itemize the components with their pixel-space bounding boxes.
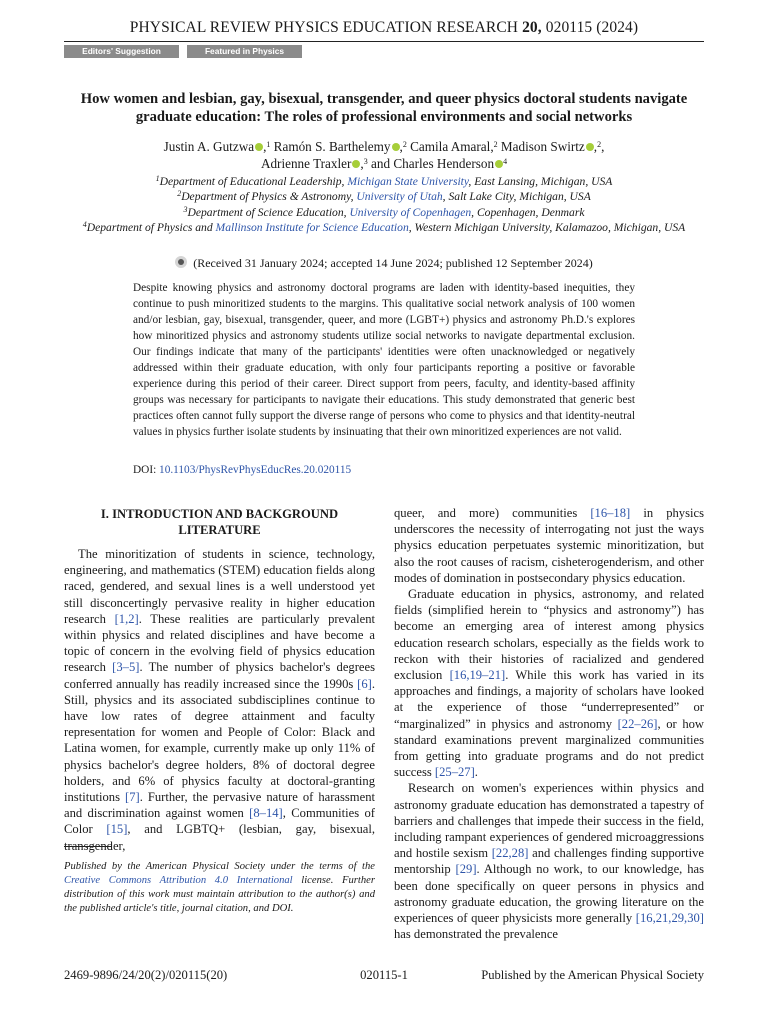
body-text: . [474,765,478,780]
citation-link[interactable]: [16–18] [590,506,631,520]
body-paragraph [64,546,375,854]
author-name[interactable]: Justin A. Gutzwa [163,139,255,154]
author-name[interactable]: Ramón S. Barthelemy [273,139,391,154]
footnote-pre: Published by the American Physical Society under the terms of the [64,861,375,872]
affiliation-department: Department of Science Education, [187,205,350,219]
journal-volume: 20, [522,19,542,36]
author-affiliation-number: 2 [493,140,498,149]
affiliation-location: , Salt Lake City, Michigan, USA [442,190,591,204]
orcid-icon[interactable] [352,160,360,168]
citation-link[interactable]: [7] [125,790,140,805]
body-text: in physics underscores the necessity of interrogating not just the ways physics education perpetuates systemic minoritization, but also the root causes of racism, cisheterogenderism, and other modes of domination in postsecondary physics education. [394,506,704,585]
body-text: . Although no work, to our knowledge, has been done specifically on queer persons in physics and astronomy graduate education, the growing literature on the experiences of queer physicists more generally [394,862,704,926]
affiliation-institution-link[interactable]: University of Copenhagen [349,205,472,219]
body-text: The minoritization of students in science, technology, engineering, and mathematics (STEM) education fields along raced, gendered, and sexual lines is a well understood yet still disconcertingly pervasive reality in higher education research [64,547,375,626]
affiliation-department: Department of Physics & Astronomy, [181,190,357,204]
affiliation-number: 1 [155,174,160,183]
doi-line [133,464,351,476]
abstract: Despite knowing physics and astronomy doctoral programs are laden with identity-based inequities, they continue to push minoritized students to the margins. This qualitative social network analysis of 100 women and/or lesbian, gay, bisexual, transgender, queer, and more (LGBT+) physics and astronomy Ph.D.'s explores how minoritized physics and astronomy students utilize social networks to navigate departmental exclusion. Our findings indicate that many of the participants' identities were often unacknowledged or negatively addressed within their graduate education, with only four participants reporting a positive or favorable experience during this period of their career. Direct support from peers, faculty, and identity-based affinity groups was necessary for participants to navigate their educations. This study demonstrated that generic best practices often cannot fully support the diverse range of persons who come to physics and that identity-neutral values in physics further isolate students by insinuating that their own minoritized experiences are not valid. [133,282,635,438]
affiliation-department: Department of Physics and [86,221,216,235]
citation-link[interactable]: [25–27] [434,765,475,780]
affiliation-line [64,220,704,235]
author-list: Justin A. Gutzwa ,$^1$ Ramón S. Barthelemy ,$^2$ Camila Amaral,$^2$ Madison Swirtz ,$^2$, Adrienne Traxler ,$^3$ and Charles Henderson $^4$ [163,139,605,171]
affiliation-institution-link[interactable]: University of Utah [356,190,443,204]
citation-link[interactable]: [22,28] [491,846,529,861]
body-text: has demonstrated the prevalence [394,927,558,942]
author-affiliation-number: 1 [266,140,271,149]
author-affiliation-number: 2 [402,140,407,149]
journal-name: PHYSICAL REVIEW PHYSICS EDUCATION RESEARCH [129,19,519,36]
body-paragraph [394,780,704,942]
citation-link[interactable]: [16,19–21] [449,668,506,683]
affiliation-department: Department of Educational Leadership, [159,175,348,188]
doi-link[interactable]: 10.1103/PhysRevPhysEducRes.20.020115 [159,464,352,476]
affiliation-location: , Copenhagen, Denmark [471,205,585,219]
affiliation-number: 3 [183,204,188,214]
citation-link[interactable]: [22–26] [617,716,658,731]
featured-in-physics-badge[interactable]: Featured in Physics [187,45,302,58]
affiliation-institution-link[interactable]: Michigan State University [347,175,469,188]
affiliation-number: 4 [82,220,87,230]
received-text: (Received 31 January 2024; accepted 14 June 2024; published 12 September 2024) [193,256,593,270]
left-column [64,546,375,854]
body-text: . These realities are particularly prevalent within physics and related disciplines and have become a topic of concern in the evolving field of physics education research [64,611,375,675]
affiliation-line [64,189,704,204]
editors-suggestion-badge[interactable]: Editors' Suggestion [64,45,179,58]
body-text: . The number of physics bachelor's degrees conferred annually has readily increased since the 1990s [64,660,375,691]
footnote-rule [64,846,112,847]
section-heading: I. INTRODUCTION AND BACKGROUND LITERATURE [100,507,339,538]
doi-label: DOI: [133,464,157,476]
body-paragraph [394,586,704,780]
affiliations [64,174,704,236]
orcid-icon[interactable] [495,160,503,168]
body-text: Graduate education in physics, astronomy, and related fields (simplified herein to “physics and astronomy”) has become an emerging area of interest among physics education research scholars, especially as the fields work to reckon with their histories of racialized and gendered exclusion [394,587,704,683]
orcid-icon[interactable] [392,143,400,151]
license-footnote [64,860,375,916]
citation-link[interactable]: [29] [455,862,477,877]
author-name[interactable]: Charles Henderson [393,156,495,171]
body-text: , and LGBTQ+ (lesbian, gay, bisexual, transgender, [64,822,375,853]
footer-page-number: 020115-1 [360,968,408,982]
author-conjunction: and [371,156,391,171]
affiliation-line [64,205,704,220]
orcid-icon[interactable] [586,143,594,151]
body-text: , Communities of Color [64,806,375,837]
journal-header [0,19,768,37]
footer-publisher: Published by the American Physical Society [481,968,704,982]
citation-link[interactable]: [1,2] [114,611,139,626]
received-dates [64,256,704,271]
citation-link[interactable]: [8–14] [249,806,283,821]
cc-license-link[interactable]: Creative Commons Attribution 4.0 International [64,875,293,886]
citation-link[interactable]: [3–5] [112,660,140,675]
body-text: queer, and more) communities [394,506,591,520]
body-text: , or how standard examinations prevent marginalized communities from getting into graduate programs and do not predict success [394,716,705,780]
right-column [394,505,704,942]
author-name[interactable]: Adrienne Traxler [260,156,352,171]
body-text: . Further, the pervasive nature of harassment and discrimination against women [64,790,375,821]
citation-link[interactable]: [15] [106,822,128,837]
body-text: and challenges finding supportive mentorship [394,846,704,877]
header-rule [64,41,704,42]
affiliation-number: 2 [177,189,182,199]
author-name[interactable]: Camila Amaral [410,139,491,154]
body-paragraph [394,505,704,586]
affiliation-institution-link[interactable]: Mallinson Institute for Science Education [215,221,409,235]
citation-link[interactable]: [16,21,29,30] [635,911,704,926]
body-text: . Still, physics and its associated subdisciplines continue to have low rates of degree attainment and faculty representation for women and People of Color: Black and Latina women, for example, currently make up only 11% of physics bachelor's degree holders, 8% of doctoral degree holders, and 6% of physics faculty at doctoral-granting institutions [64,676,375,805]
journal-citation: 020115 (2024) [545,19,639,36]
body-text: Research on women's experiences within physics and astronomy graduate education has demonstrated a tapestry of barriers and challenges that impede their success in the field, including rampant experiences of gendered microaggressions and hostile sexism [394,781,704,861]
check-for-updates-icon[interactable] [175,256,187,268]
article-title: How women and lesbian, gay, bisexual, transgender, and queer physics doctoral students navigate graduate education: The roles of professional environments and social networks [80,91,688,125]
author-name[interactable]: Madison Swirtz [500,139,585,154]
affiliation-line [64,174,704,189]
author-affiliation-number: 2 [597,140,602,149]
footer-issn: 2469-9896/24/20(2)/020115(20) [64,968,228,982]
footnote-post: license. Further distribution of this work must maintain attribution to the author(s) and the published article's title, journal citation, and DOI. [64,875,375,914]
body-text: . While this work has varied in its approaches and findings, a majority of scholars have looked at the experience of those “underrepresented” or “marginalized” in physics and astronomy [394,668,704,731]
affiliation-location: , Western Michigan University, Kalamazoo, Michigan, USA [408,221,686,235]
author-affiliation-number: 3 [363,157,368,166]
affiliation-location: , East Lansing, Michigan, USA [468,175,613,188]
citation-link[interactable]: [6] [357,676,372,691]
author-affiliation-number: 4 [503,157,508,166]
orcid-icon[interactable] [255,143,263,151]
